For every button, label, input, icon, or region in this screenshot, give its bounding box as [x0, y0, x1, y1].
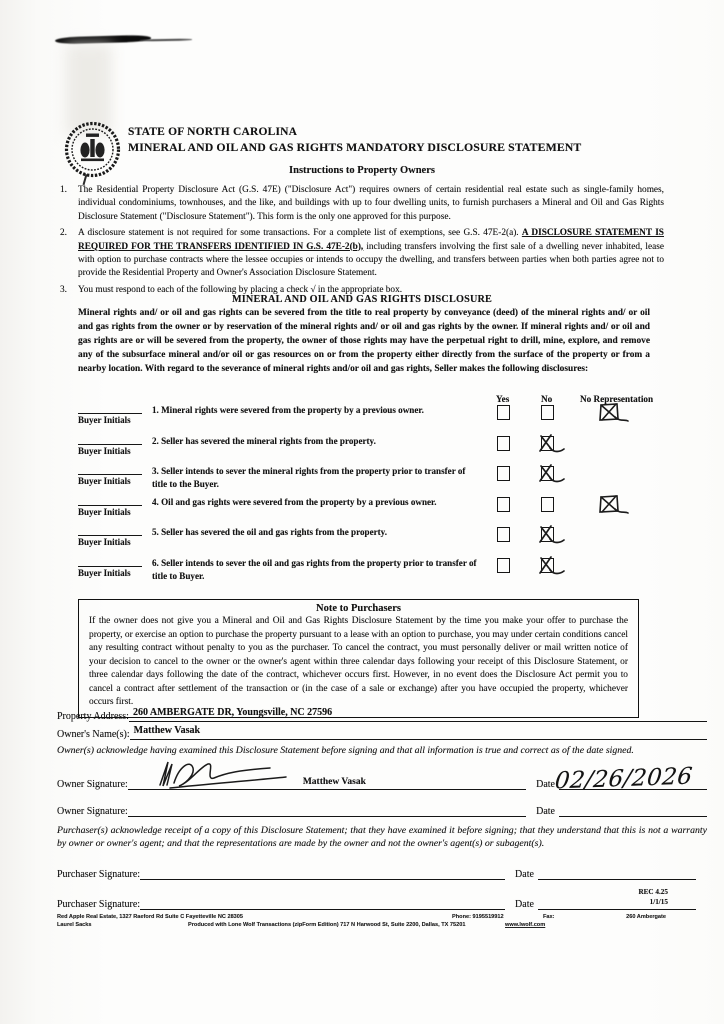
- owner-date-field-2[interactable]: [559, 816, 707, 817]
- footer-fax: Fax:: [543, 914, 555, 920]
- form-header: [128, 126, 688, 155]
- owner-signature-row-1: [57, 763, 707, 795]
- item2-emphasis: A DISCLOSURE STATEMENT IS REQUIRED FOR THE TRANSFERS IDENTIFIED IN G.S. 47E-2(b),: [78, 228, 664, 252]
- purchaser-signature-label: Purchaser Signature:: [57, 869, 141, 880]
- instructions-heading: Instructions to Property Owners: [289, 165, 435, 176]
- footer-agent: Laurel Sacks: [57, 922, 92, 928]
- buyer-initials-label: Buyer Initials: [78, 506, 131, 517]
- disclosure-row: [78, 526, 662, 557]
- scan-ink-smear: [55, 35, 151, 45]
- buyer-initials-field[interactable]: [78, 413, 142, 435]
- property-address-value: 260 AMBERGATE DR, Youngsville, NC 27596: [132, 707, 333, 718]
- buyer-initials-field[interactable]: [78, 566, 142, 588]
- purchaser-signature-row-2: [57, 890, 707, 910]
- disclosure-column-headers: [78, 394, 662, 404]
- purchaser-date-field-1[interactable]: [538, 879, 696, 880]
- note-heading: Note to Purchasers: [316, 603, 401, 614]
- disclosure-statement: 3. Seller intends to sever the mineral rights from the property prior to transfer of title to the Buyer.: [152, 466, 466, 489]
- checkbox-no-representation[interactable]: [580, 496, 662, 527]
- checkbox-no-representation[interactable]: [580, 435, 662, 466]
- owner-name-row: [57, 725, 707, 740]
- checkbox-no[interactable]: [534, 526, 580, 557]
- checkbox-yes[interactable]: [490, 465, 534, 496]
- item-number: 3.: [60, 284, 67, 295]
- owner-typed-name: Matthew Vasak: [302, 777, 366, 787]
- buyer-initials-label: Buyer Initials: [78, 415, 131, 425]
- handwritten-signature: [152, 755, 302, 793]
- state-title: STATE OF NORTH CAROLINA: [128, 126, 298, 138]
- date-label: Date: [536, 806, 555, 817]
- buyer-initials-field[interactable]: [78, 474, 142, 496]
- handwritten-date: 02/26/2026: [553, 763, 694, 795]
- buyer-initials-field[interactable]: [78, 505, 142, 527]
- checkbox-no[interactable]: [534, 557, 580, 588]
- footer-office: Red Apple Real Estate, 1327 Raeford Rd Suite C Fayetteville NC 28305: [57, 914, 244, 920]
- buyer-initials-label: Buyer Initials: [78, 476, 131, 486]
- disclosure-paragraph: Mineral rights and/ or oil and gas rights can be severed from the title to real property by conveyance (deed) of the mineral rights and/ or oil and gas rights from the owner or by reservation of the mineral rights and/ or oil and gas rights by the owner. If mineral rights and/ or oil and gas rights are or will be severed from the property, the owner of those rights may have the perpetual right to drill, mine, explore, and remove any of the subsurface mineral and/or oil or gas resources on or from the property either directly from the surface of the property or from a nearby location. With regard to the severance of mineral rights and/or oil and gas rights, Seller makes the following disclosures:: [78, 308, 650, 374]
- disclosure-statement: 1. Mineral rights were severed from the property by a previous owner.: [152, 405, 424, 415]
- purchaser-signature-label: Purchaser Signature:: [57, 899, 141, 910]
- disclosure-row: [78, 557, 662, 588]
- checkbox-no[interactable]: [534, 465, 580, 496]
- disclosure-table-body: [78, 404, 662, 587]
- purchaser-signature-field-2[interactable]: [140, 909, 505, 910]
- form-code-block: [638, 888, 668, 907]
- disclosure-row: [78, 496, 662, 527]
- form-revision-date: 1/1/15: [649, 897, 668, 906]
- checkbox-no-representation[interactable]: [580, 557, 662, 588]
- owner-acknowledgment: Owner(s) acknowledge having examined this Disclosure Statement before signing and that all information is true and correct as of the date signed.: [57, 745, 634, 756]
- property-address-label: Property Address:: [57, 711, 129, 722]
- instruction-item-2: [60, 227, 664, 281]
- checkbox-no[interactable]: [534, 435, 580, 466]
- property-address-row: [57, 707, 707, 722]
- footer-file-reference: 260 Ambergate: [626, 914, 666, 920]
- disclosure-heading: MINERAL AND OIL AND GAS RIGHTS DISCLOSURE: [231, 294, 493, 305]
- disclosure-row: [78, 404, 662, 435]
- owner-signature-label: Owner Signature:: [57, 779, 128, 790]
- buyer-initials-field[interactable]: [78, 444, 142, 466]
- footer-phone: Phone: 9195519912: [452, 914, 504, 920]
- checkbox-no-representation[interactable]: [580, 404, 662, 435]
- owner-name-field[interactable]: [130, 725, 707, 740]
- column-header-yes: Yes: [496, 394, 510, 404]
- checkbox-no[interactable]: [534, 496, 580, 527]
- purchaser-signature-row-1: [57, 860, 707, 880]
- owner-signature-row-2: [57, 797, 707, 817]
- checkbox-yes[interactable]: [490, 557, 534, 588]
- date-label: Date: [515, 869, 534, 880]
- disclosure-statement: 4. Oil and gas rights were severed from the property by a previous owner.: [152, 496, 437, 507]
- column-header-no: No: [541, 394, 553, 404]
- column-header-no-representation: No Representation: [580, 394, 654, 404]
- disclosure-row: [78, 465, 662, 496]
- purchaser-signature-field-1[interactable]: [140, 879, 505, 880]
- instructions-list: [60, 184, 664, 300]
- buyer-initials-label: Buyer Initials: [78, 537, 131, 547]
- footer-website-link[interactable]: www.lwolf.com: [505, 922, 546, 928]
- owner-signature-label: Owner Signature:: [57, 806, 128, 817]
- item2-post: including transfers involving the first sale of a dwelling never inhabited, lease with option to purchase contracts where the lessee occupies or intends to occupy the dwelling, and transfers between parties when both parties agree not to provide the Residential Property and Owner's Association Disclosure Statement.: [78, 241, 664, 279]
- owner-date-field[interactable]: [553, 763, 707, 795]
- item-number: 2.: [60, 228, 67, 239]
- checkbox-yes[interactable]: [490, 526, 534, 557]
- owner-signature-field[interactable]: [128, 777, 526, 790]
- disclosure-table: [78, 394, 662, 587]
- property-address-field[interactable]: [129, 707, 707, 722]
- item-text: [78, 227, 664, 281]
- item2-pre: A disclosure statement is not required for some transactions. For a complete list of exemptions, see G.S. 47E-2(a).: [78, 228, 522, 239]
- scan-ink-smear-tail: [140, 39, 192, 42]
- disclosure-statement: 5. Seller has severed the oil and gas rights from the property.: [152, 527, 387, 537]
- purchaser-acknowledgment: Purchaser(s) acknowledge receipt of a copy of this Disclosure Statement; that they have examined it before signing; that they understand that this is not a warranty by owner or owner's agent; and that the representations are made by the owner and not the owner's agent(s) or subagent(s).: [57, 825, 707, 849]
- item-text: The Residential Property Disclosure Act (G.S. 47E) ("Disclosure Act") requires owners of certain residential real estate such as single-family homes, individual condominiums, townhouses, and the like, and buildings with up to four dwelling units, to furnish purchasers a Mineral and Oil and Gas Rights Disclosure Statement ("Disclosure Statement"). This form is the only one approved for this purpose.: [78, 185, 664, 222]
- buyer-initials-field[interactable]: [78, 535, 142, 557]
- checkbox-yes[interactable]: [490, 404, 534, 435]
- item-text: You must respond to each of the following by placing a check √ in the appropriate box.: [78, 284, 403, 295]
- date-label: Date: [515, 899, 534, 910]
- owner-name-label: Owner's Name(s):: [57, 729, 130, 740]
- checkbox-no[interactable]: [534, 404, 580, 435]
- checkbox-no-representation[interactable]: [580, 526, 662, 557]
- instruction-item-1: [60, 184, 664, 224]
- note-to-purchasers-box: [78, 599, 639, 718]
- owner-name-value: Matthew Vasak: [133, 725, 201, 736]
- footer-produced-by: Produced with Lone Wolf Transactions (zipForm Edition) 717 N Harwood St, Suite 2200, Dallas, TX 75201: [188, 922, 466, 928]
- disclosure-row: [78, 435, 662, 466]
- signature-section: [57, 707, 707, 910]
- disclosure-statement: 2. Seller has severed the mineral rights from the property.: [152, 435, 376, 446]
- checkbox-yes[interactable]: [490, 435, 534, 466]
- form-code: REC 4.25: [638, 888, 668, 896]
- owner-signature-field-2[interactable]: [128, 816, 526, 817]
- purchaser-date-field-2[interactable]: [538, 909, 696, 910]
- form-title: MINERAL AND OIL AND GAS RIGHTS MANDATORY DISCLOSURE STATEMENT: [128, 140, 582, 154]
- buyer-initials-label: Buyer Initials: [78, 567, 131, 578]
- date-label: Date: [536, 779, 555, 790]
- note-body: If the owner does not give you a Mineral and Oil and Gas Rights Disclosure Statement by the time you make your offer to purchase the property, or exercise an option to purchase the property pursuant to a lease with an option to purchase, you may under certain conditions cancel any resulting contract without penalty to you as the purchaser. To cancel the contract, you must personally deliver or mail written notice of your decision to cancel to the owner or the owner's agent within three calendar days following your receipt of this Disclosure Statement, or three calendar days following the date of the contract, whichever occurs first. However, in no event does the Disclosure Act permit you to cancel a contract after settlement of the transaction or (in the case of a sale or exchange) after you have occupied the property, whichever occurs first.: [89, 616, 628, 707]
- disclosure-statement: 6. Seller intends to sever the oil and gas rights from the property prior to transfer of title to Buyer.: [152, 557, 477, 581]
- checkbox-yes[interactable]: [490, 496, 534, 527]
- item-number: 1.: [60, 185, 67, 195]
- buyer-initials-label: Buyer Initials: [78, 445, 131, 456]
